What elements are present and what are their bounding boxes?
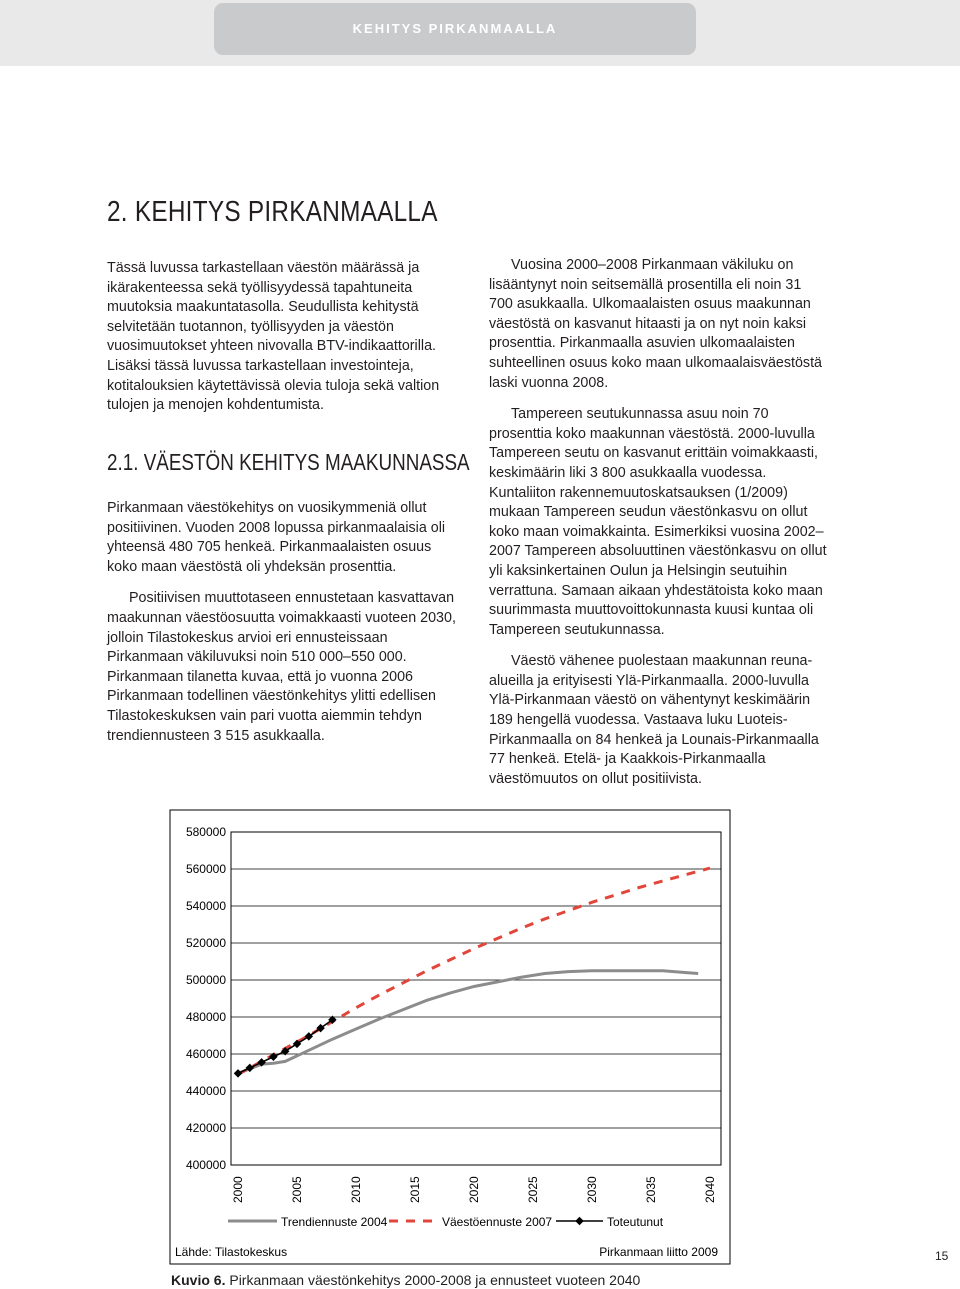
paragraph: Pirkanmaan väestökehitys on vuosikymmeniä ollut positiivinen. Vuoden 2008 lopussa pirkanmaalaisia oli yhteensä 480 705 henkeä. Pirkanmaalaisten osuus koko maan väestöstä oli yhdeksän prosenttia. bbox=[107, 500, 446, 575]
legend-label: Toteutunut bbox=[607, 1215, 664, 1229]
legend-label: Trendiennuste 2004 bbox=[281, 1215, 388, 1229]
x-tick-label: 2000 bbox=[231, 1176, 245, 1203]
y-tick-label: 580000 bbox=[185, 825, 226, 839]
legend-label: Väestöennuste 2007 bbox=[442, 1215, 553, 1229]
x-tick-label: 2030 bbox=[585, 1176, 599, 1203]
running-header-label: KEHITYS PIRKANMAALLA bbox=[352, 21, 558, 36]
x-tick-label: 2040 bbox=[703, 1176, 717, 1203]
caption-text: Pirkanmaan väestönkehitys 2000-2008 ja ennusteet vuoteen 2040 bbox=[225, 1272, 641, 1288]
x-tick-label: 2005 bbox=[290, 1176, 304, 1203]
figure-caption bbox=[171, 1272, 640, 1288]
y-tick-label: 500000 bbox=[185, 973, 226, 987]
paragraph: Vuosina 2000–2008 Pirkanmaan väkiluku on lisääntynyt noin seitsemällä prosentilla eli noin 31 700 asukkaalla. Ulkomaalaisten osuus maakunnan väestöstä on kasvanut hitaasti ja on nyt noin kaksi prosenttia. Pirkanmaalla asuvien ulkomaalaisten suhteellinen osuus koko maan ulkomaalaisväestöstä laski vuonna 2008. bbox=[489, 257, 822, 391]
y-tick-label: 420000 bbox=[185, 1121, 226, 1135]
y-tick-label: 520000 bbox=[185, 936, 226, 950]
caption-label: Kuvio 6. bbox=[171, 1272, 226, 1288]
y-tick-label: 540000 bbox=[185, 899, 226, 913]
paragraph: Positiivisen muuttotaseen ennustetaan kasvattavan maakunnan väestöosuutta voimakkaasti vuoteen 2030, jolloin Tilastokeskus arvioi eri ennusteissaan Pirkanmaan väkiluvuksi noin 510 000–550 000. Pirkanmaan tilanetta kuvaa, että jo vuonna 2006 Pirkanmaan todellinen väestönkehitys ylitti edellisen Tilastokeskuksen vain pari vuotta aiemmin tehdyn trendiennusteen 3 515 asukkaalla. bbox=[107, 590, 456, 744]
y-tick-label: 480000 bbox=[185, 1010, 226, 1024]
paragraph: Väestö vähenee puolestaan maakunnan reuna-alueilla ja erityisesti Ylä-Pirkanmaalla. 2000-luvulla Ylä-Pirkanmaan väestö on vähentynyt keskimäärin 189 hengellä vuodessa. Vastaava luku Luoteis-Pirkanmaalla on 84 henkeä ja Lounais-Pirkanmaalla 77 henkeä. Etelä- ja Kaakkois-Pirkanmaalla väestömuutos on ollut positiivista. bbox=[489, 653, 819, 787]
source-left: Lähde: Tilastokeskus bbox=[175, 1245, 288, 1259]
x-tick-label: 2035 bbox=[644, 1176, 658, 1203]
y-tick-label: 560000 bbox=[185, 862, 226, 876]
x-tick-label: 2025 bbox=[526, 1176, 540, 1203]
x-tick-label: 2010 bbox=[349, 1176, 363, 1203]
intro-paragraph: Tässä luvussa tarkastellaan väestön määrässä ja ikärakenteessa sekä työllisyydessä tapahtuneita muutoksia maakuntatasolla. Seudullista kehitystä selvitetään tuotannon, työllisyyden ja väestön vuosimuutokset yhteen nivovalla BTV-indikaattorilla. Lisäksi tässä luvussa tarkastellaan investointeja, kotitalouksien käytettävissä olevia tuloja sekä valtion tulojen ja menojen kohdentumista. bbox=[107, 260, 440, 414]
source-right: Pirkanmaan liitto 2009 bbox=[599, 1245, 718, 1259]
y-tick-label: 440000 bbox=[185, 1084, 226, 1098]
x-tick-label: 2015 bbox=[408, 1176, 422, 1203]
section-title: 2.1. VÄESTÖN KEHITYS MAAKUNNASSA bbox=[107, 449, 470, 475]
chapter-title: 2. KEHITYS PIRKANMAALLA bbox=[107, 196, 438, 228]
x-tick-label: 2020 bbox=[467, 1176, 481, 1203]
y-tick-label: 460000 bbox=[185, 1047, 226, 1061]
y-tick-label: 400000 bbox=[185, 1158, 226, 1172]
paragraph: Tampereen seutukunnassa asuu noin 70 prosenttia koko maakunnan väestöstä. 2000-luvulla Tampereen seutu on kasvanut erittäin voimakkaasti, keskimäärin liki 3 800 asukkaalla vuodessa. Kuntaliiton rakennemuutoskatsauksen (1/2009) mukaan Tampereen seudun väestönkasvu on ollut koko maan voimakkainta. Esimerkiksi vuosina 2002–2007 Tampereen absoluuttinen väestönkasvu on ollut yli kaksinkertainen Oulun ja Helsingin seutuihin verrattuna. Samaan aikaan yhdestätoista koko maan suurimmasta muuttovoittokunnasta kuusi kuntaa oli Tampereen seutukunnassa. bbox=[489, 406, 827, 638]
plot-area bbox=[231, 832, 721, 1165]
page-number: 15 bbox=[935, 1249, 949, 1263]
